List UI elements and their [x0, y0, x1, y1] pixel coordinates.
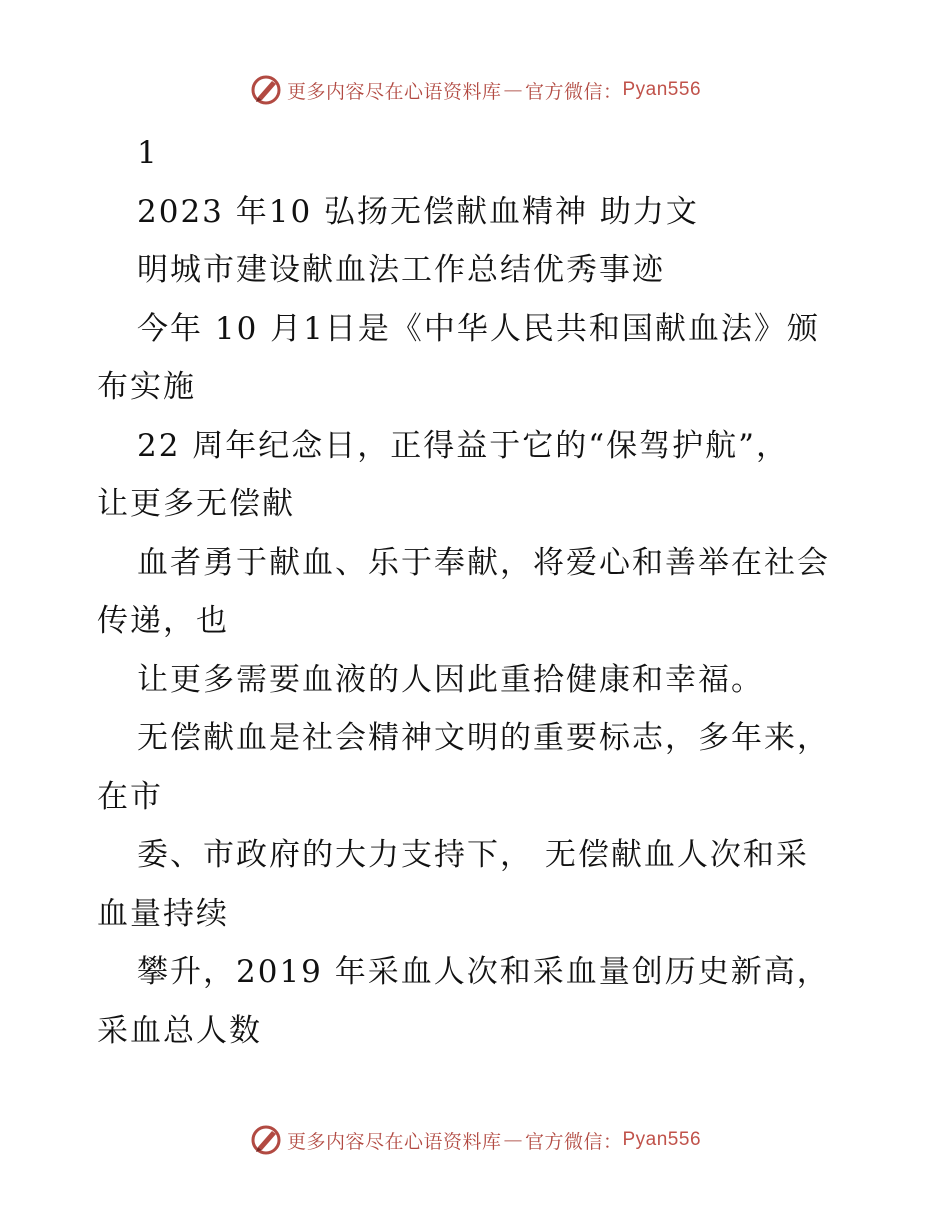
watermark-text: 更多内容尽在心语资料库 [286, 1130, 502, 1153]
text-line: 无偿献血是社会精神文明的重要标志，多年来， [137, 720, 830, 756]
text-line: 1 [137, 135, 159, 171]
document-body [97, 124, 867, 1060]
watermark-id: Pyan556 [622, 79, 702, 100]
watermark-label: 官方微信： [524, 80, 623, 103]
text-line: 传递，也 [97, 603, 229, 639]
text-line: 明城市建设献血法工作总结优秀事迹 [137, 252, 665, 288]
text-line: 布实施 [97, 369, 196, 405]
pen-logo-icon [249, 1123, 283, 1157]
text-line: 委、市政府的大力支持下， 无偿献血人次和采 [137, 837, 809, 873]
text-line: 22 周年纪念日，正得益于它的“保驾护航”， [137, 427, 789, 464]
text-line: 让更多无偿献 [97, 486, 295, 522]
text-line: 血者勇于献血、乐于奉献，将爱心和善举在社会 [137, 544, 830, 581]
text-line: 在市 [97, 778, 163, 815]
text-line: 今年 10 月1日是《中华人民共和国献血法》颁 [137, 310, 820, 347]
text-line: 血量持续 [97, 895, 229, 932]
text-line: 采血总人数 [97, 1012, 262, 1049]
watermark-text: 更多内容尽在心语资料库 [286, 80, 502, 103]
text-line: 让更多需要血液的人因此重拾健康和幸福。 [137, 661, 764, 698]
watermark-dash: — [503, 1129, 523, 1151]
watermark-dash: — [503, 79, 523, 101]
watermark-label: 官方微信： [524, 1130, 623, 1153]
watermark-id: Pyan556 [622, 1129, 702, 1150]
text-line: 2023 年10 弘扬无偿献血精神 助力文 [137, 193, 699, 230]
header-watermark [0, 70, 950, 110]
footer-watermark [0, 1120, 950, 1160]
pen-logo-icon [249, 73, 283, 107]
text-line: 攀升，2019 年采血人次和采血量创历史新高， [137, 954, 830, 990]
